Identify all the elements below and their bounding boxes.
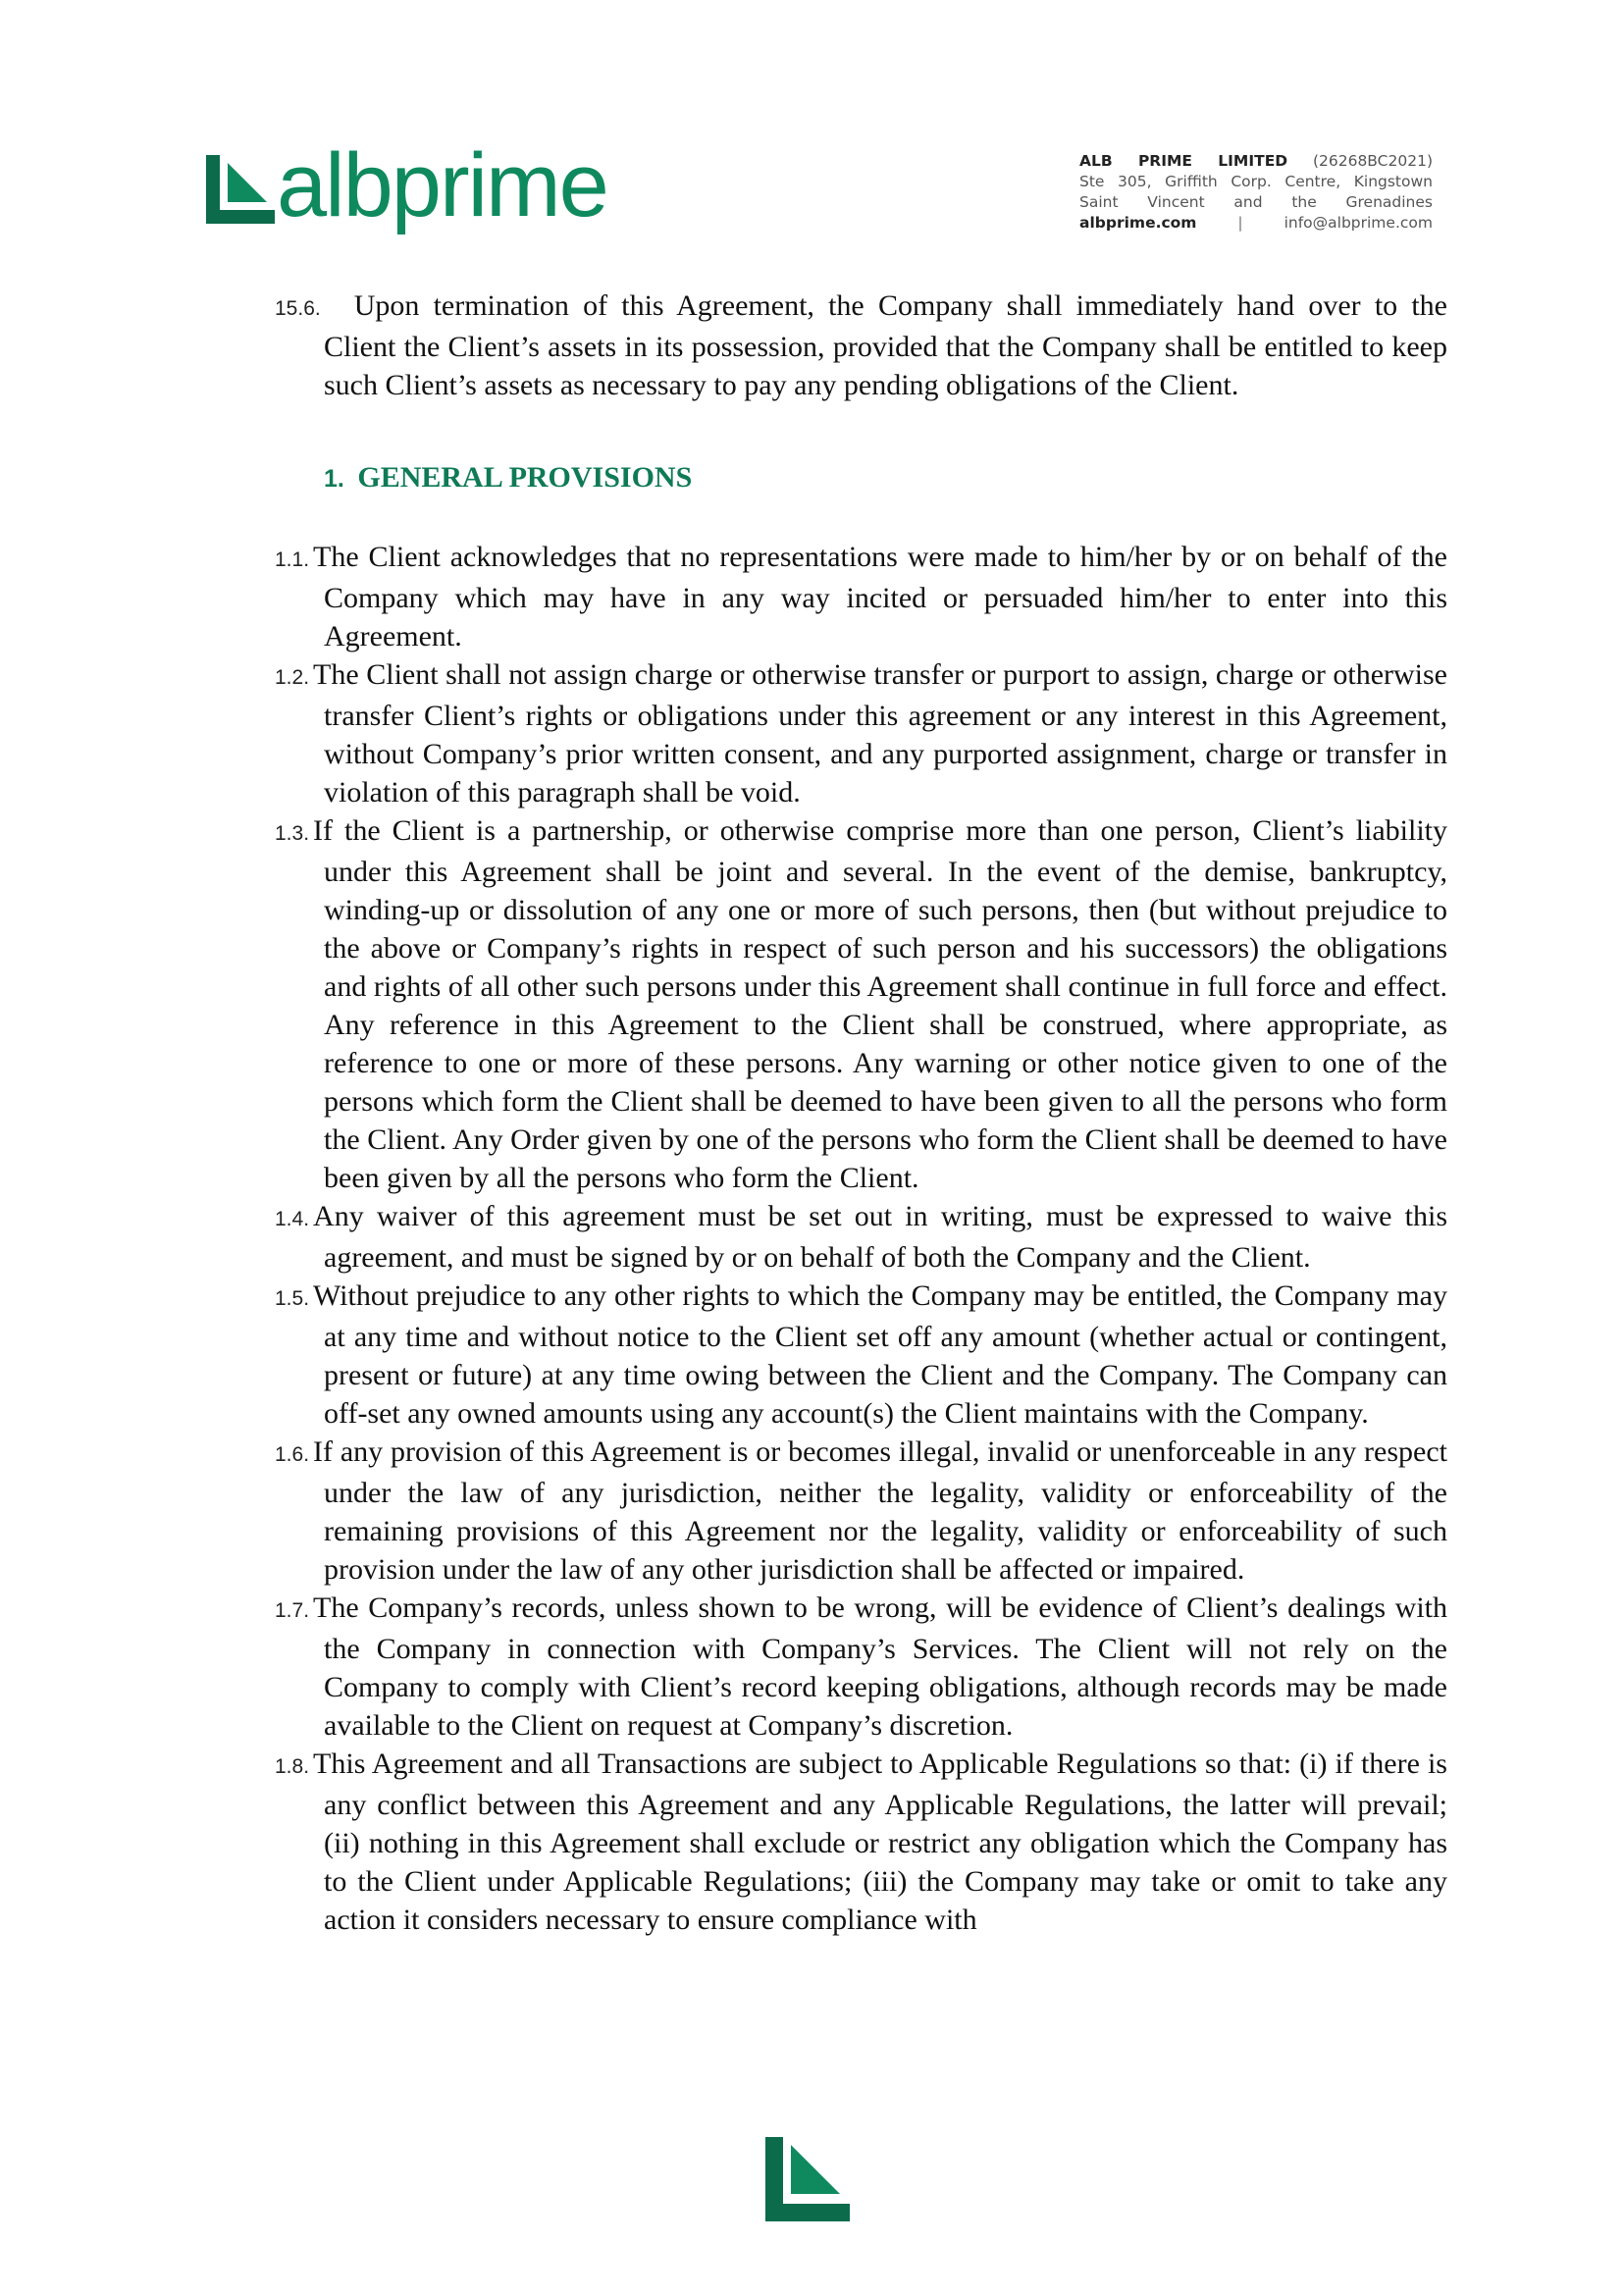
clause-text: The Company’s records, unless shown to be wrong, will be evidence of Client’s dealings with the Company in connection with Company’s Services. The Client will not rely on the Company to comply with Client’s record keeping obligations, although records may be made available to the Client on request at Company’s discretion. [313,1591,1447,1742]
clause-15-6 [275,287,1447,404]
section-number: 1. [324,465,344,493]
document-body [275,287,1447,1939]
clause-number: 1.6. [275,1443,310,1466]
section-heading [275,458,1447,498]
clause-1-1 [275,538,1447,655]
clause-1-5 [275,1277,1447,1433]
clause-text: Without prejudice to any other rights to which the Company may be entitled, the Company may at any time and without notice to the Client set off any amount (whether actual or contingent, present or future) at any time owing between the Client and the Company. The Company can off-set any owned amounts using any account(s) the Client maintains with the Company. [313,1279,1447,1430]
clause-1-4 [275,1197,1447,1277]
clause-1-6 [275,1433,1447,1589]
company-website-link[interactable]: albprime.com [1079,214,1197,232]
clause-1-7 [275,1589,1447,1745]
company-contact-row [1079,213,1433,234]
contact-separator: | [1237,214,1243,232]
clause-number: 1.7. [275,1599,310,1622]
company-registration: (26268BC2021) [1312,152,1433,170]
company-name-row [1079,151,1433,172]
clause-number: 1.3. [275,822,310,845]
clause-text: If the Client is a partnership, or otherwise comprise more than one person, Client’s liability under this Agreement shall be joint and several. In the event of the demise, bankruptcy, winding-up or dissolution of any one or more of such persons, then (but without prejudice to the above or Company’s rights in respect of such person and his successors) the obligations and rights of all other such persons under this Agreement shall continue in full force and effect. Any reference in this Agreement to the Client shall be construed, where appropriate, as reference to one or more of these persons. Any warning or other notice given to one of the persons which form the Client shall be deemed to have been given to all the persons who form the Client. Any Order given by one of the persons who form the Client shall be deemed to have been given by all the persons who form the Client. [313,814,1447,1194]
clause-text: This Agreement and all Transactions are subject to Applicable Regulations so that: (i) if there is any conflict between this Agreement and any Applicable Regulations, the latter will prevail; (ii) nothing in this Agreement shall exclude or restrict any obligation which the Company has to the Client under Applicable Regulations; (iii) the Company may take or omit to take any action it considers necessary to ensure compliance with [313,1747,1447,1936]
clause-1-3 [275,811,1447,1197]
clause-text: The Client acknowledges that no representations were made to him/her by or on behalf of the Company which may have in any way incited or persuaded him/her to enter into this Agreement. [313,541,1447,652]
clause-number: 1.2. [275,666,310,689]
logo-mark-icon [206,155,275,224]
company-info-block [1079,151,1433,234]
company-name: ALB PRIME LIMITED [1079,152,1288,170]
company-address-line1: Ste 305, Griffith Corp. Centre, Kingstown [1079,173,1433,190]
clause-number: 15.6. [275,297,321,320]
footer-logo-mark-icon [765,2137,850,2221]
clause-text: Upon termination of this Agreement, the Company shall immediately hand over to the Client the Client’s assets in its possession, provided that the Company shall be entitled to keep such Client’s assets as necessary to pay any pending obligations of the Client. [324,289,1447,401]
clause-first-line [275,289,354,322]
logo-wordmark: albprime [277,135,607,235]
company-email-link[interactable]: info@albprime.com [1283,214,1433,232]
clause-text: If any provision of this Agreement is or becomes illegal, invalid or unenforceable in any respect under the law of any jurisdiction, neither the legality, validity or enforceability of the remaining provisions of this Agreement nor the legality, validity or enforceability of such provision under the law of any other jurisdiction shall be affected or impaired. [313,1435,1447,1586]
section-title: GENERAL PROVISIONS [357,461,693,494]
clause-number: 1.1. [275,548,310,571]
company-address-line2: Saint Vincent and the Grenadines [1079,193,1433,211]
clause-number: 1.8. [275,1755,310,1778]
clause-text: The Client shall not assign charge or otherwise transfer or purport to assign, charge or otherwise transfer Client’s rights or obligations under this agreement or any interest in this Agreement, without Company’s prior written consent, and any purported assignment, charge or transfer in violation of this paragraph shall be void. [313,658,1447,808]
clause-text: Any waiver of this agreement must be set out in writing, must be expressed to waive this agreement, and must be signed by or on behalf of both the Company and the Client. [313,1200,1447,1274]
clause-number: 1.5. [275,1287,310,1310]
clause-1-2 [275,655,1447,811]
clause-1-8 [275,1745,1447,1939]
albprime-logo [206,135,677,245]
clause-number: 1.4. [275,1208,310,1230]
